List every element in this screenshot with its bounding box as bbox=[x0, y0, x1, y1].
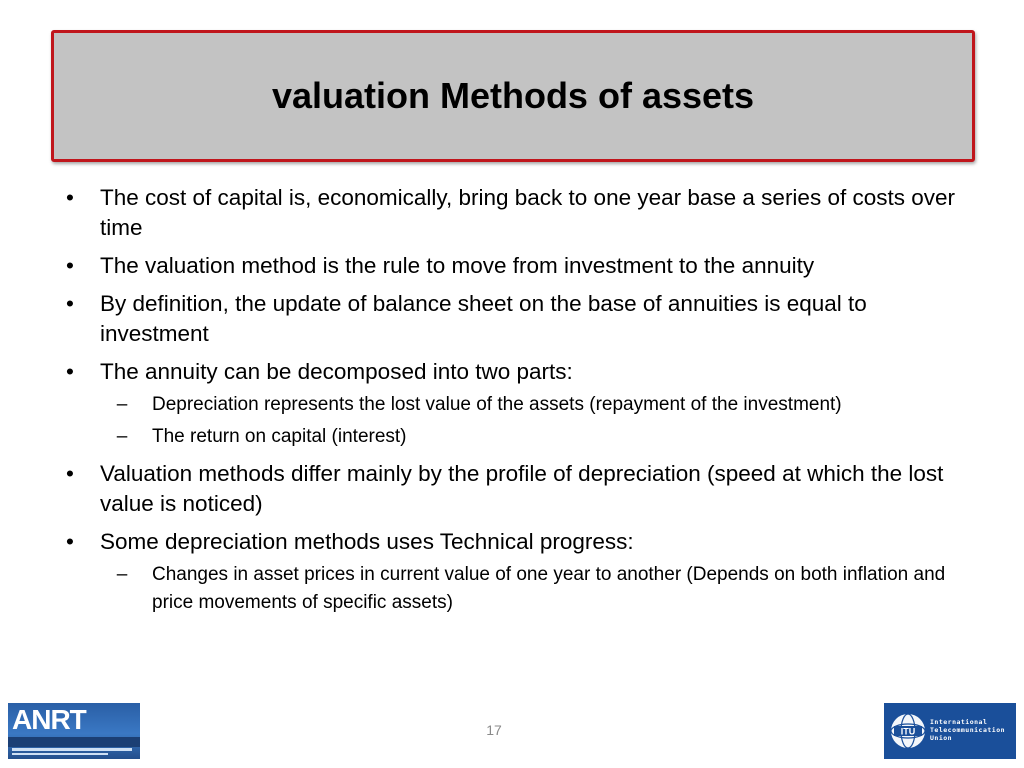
bullet-dot-icon: • bbox=[66, 359, 74, 384]
bullet-item bbox=[60, 251, 960, 281]
bullet-dot-icon: • bbox=[66, 461, 74, 486]
bullet-dot-icon: • bbox=[66, 291, 74, 316]
bullet-text: The annuity can be decomposed into two parts: bbox=[100, 359, 573, 384]
bullet-text: By definition, the update of balance sheet on the base of annuities is equal to investment bbox=[100, 291, 867, 346]
bullet-item bbox=[60, 527, 960, 617]
itu-caption-line: Telecommunication bbox=[930, 726, 1006, 734]
bullet-item bbox=[60, 459, 960, 519]
sub-bullet-text: The return on capital (interest) bbox=[152, 426, 407, 447]
bullet-item bbox=[60, 183, 960, 243]
sub-bullet-item bbox=[112, 561, 960, 617]
bullet-text: Valuation methods differ mainly by the profile of depreciation (speed at which the lost value is noticed) bbox=[100, 461, 944, 516]
anrt-logo-stripe bbox=[8, 737, 140, 747]
sub-bullet-list bbox=[112, 561, 960, 617]
anrt-logo-line bbox=[12, 753, 108, 755]
sub-bullet-item bbox=[112, 423, 960, 451]
bullet-dot-icon: • bbox=[66, 185, 74, 210]
itu-logo bbox=[884, 703, 1016, 759]
itu-caption-line: Union bbox=[930, 734, 953, 742]
bullet-text: The valuation method is the rule to move from investment to the annuity bbox=[100, 253, 815, 278]
bullet-text: Some depreciation methods uses Technical progress: bbox=[100, 529, 634, 554]
itu-caption bbox=[930, 718, 1005, 742]
sub-bullet-text: Depreciation represents the lost value of the assets (repayment of the investment) bbox=[152, 394, 842, 415]
itu-globe-icon bbox=[888, 709, 928, 753]
anrt-logo bbox=[8, 703, 140, 759]
anrt-logo-text: ANRT bbox=[12, 704, 86, 735]
title-box bbox=[51, 30, 975, 162]
bullet-dot-icon: • bbox=[66, 253, 74, 278]
bullet-item bbox=[60, 357, 960, 451]
anrt-logo-line bbox=[12, 748, 132, 751]
slide-title: valuation Methods of assets bbox=[271, 75, 755, 116]
bullet-list bbox=[60, 183, 960, 617]
sub-bullet-list bbox=[112, 391, 960, 451]
slide-content bbox=[60, 183, 960, 625]
bullet-text: The cost of capital is, economically, bring back to one year base a series of costs over time bbox=[100, 185, 955, 240]
sub-bullet-text: Changes in asset prices in current value of one year to another (Depends on both inflation and price movements of specific assets) bbox=[152, 564, 946, 613]
itu-logo-text: ITU bbox=[900, 726, 916, 737]
dash-icon: – bbox=[116, 426, 128, 447]
sub-bullet-item bbox=[112, 391, 960, 419]
bullet-item bbox=[60, 289, 960, 349]
dash-icon: – bbox=[116, 564, 128, 585]
page-number: 17 bbox=[486, 722, 502, 738]
dash-icon: – bbox=[116, 394, 128, 415]
bullet-dot-icon: • bbox=[66, 529, 74, 554]
itu-caption-line: International bbox=[930, 718, 988, 726]
